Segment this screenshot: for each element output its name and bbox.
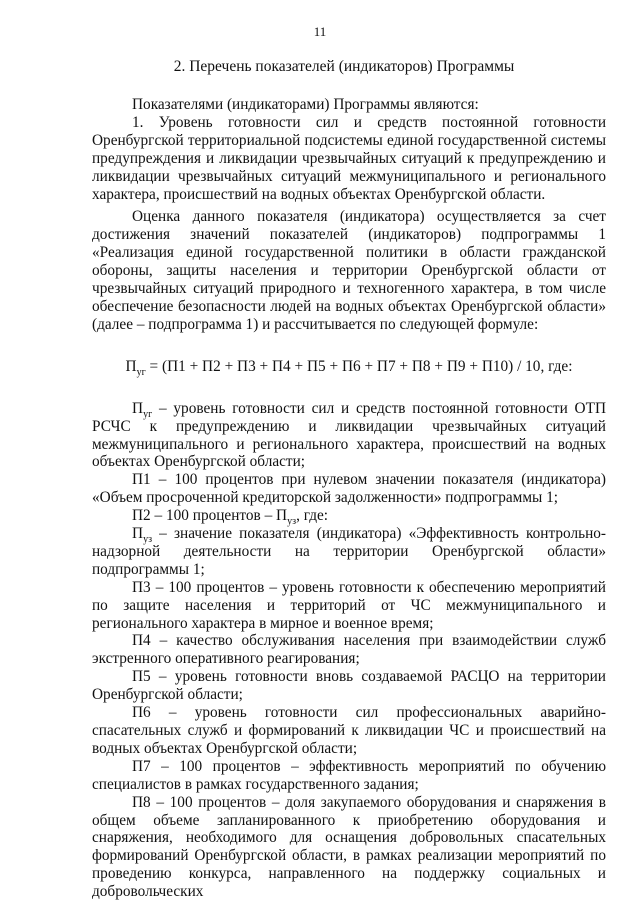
definition-pug: [92, 400, 606, 472]
definition-p5: П5 – уровень готовности вновь создаваемой РАСЦО на территории Оренбургской области;: [92, 668, 606, 704]
definition-puz-symbol: П: [132, 525, 144, 543]
definition-p2-tail: , где:: [296, 507, 329, 525]
definition-pug-text: – уровень готовности сил и средств постоянной готовности ОТП РСЧС к предупреждению и ликвидации чрезвычайных ситуаций межмуниципального и регионального характера, происшествий на водных объектах Оренбургской области;: [92, 399, 606, 471]
definition-puz-subscript: уз: [143, 534, 153, 546]
definition-puz-text: – значение показателя (индикатора) «Эффективность контрольно-надзорной деятельности на территории Оренбургской области» подпрограммы 1;: [92, 525, 606, 578]
formula: [92, 358, 606, 376]
page-number: 11: [313, 24, 327, 39]
indicator-1-paragraph: 1. Уровень готовности сил и средств постоянной готовности Оренбургской территориальной подсистемы единой государственной системы предупреждения и ликвидации чрезвычайных ситуаций к предупреждению и ликвидации чрезвычайных ситуаций межмуниципального и регионального характера, происшествий на водных объектах Оренбургской области.: [92, 113, 606, 203]
section-heading: 2. Перечень показателей (индикаторов) Программы: [173, 58, 515, 75]
definition-p7: П7 – 100 процентов – эффективность мероприятий по обучению специалистов в рамках государственного задания;: [92, 757, 606, 793]
definition-pug-subscript: уг: [143, 408, 153, 420]
definition-p2-lead: П2 – 100 процентов – П: [132, 507, 288, 525]
definition-p3: П3 – 100 процентов – уровень готовности к обеспечению мероприятий по защите населения и территорий от ЧС межмуниципального и регионального характера в мирное и военное время;: [92, 578, 606, 632]
definition-p8: П8 – 100 процентов – доля закупаемого оборудования и снаряжения в общем объеме запланированного к приобретению оборудования и снаряжения, необходимого для оснащения добровольных спасательных формирований Оренбургской области, в рамках реализации мероприятий по проведению конкурса, направленного на поддержку социальных и добровольческих: [92, 793, 606, 901]
definition-p2: [92, 507, 606, 528]
definition-p1: П1 – 100 процентов при нулевом значении показателя (индикатора) «Объем просроченной кредиторской задолженности» подпрограммы 1;: [92, 471, 606, 507]
document-body: [92, 96, 606, 901]
formula-lhs-symbol: П: [125, 357, 137, 375]
definition-p2-subscript: уз: [287, 516, 297, 528]
formula-rhs: = (П1 + П2 + П3 + П4 + П5 + П6 + П7 + П8 + П9 + П10) / 10, где:: [145, 357, 573, 375]
definition-p4: П4 – качество обслуживания населения при взаимодействии служб экстренного оперативного реагирования;: [92, 632, 606, 668]
assessment-paragraph: Оценка данного показателя (индикатора) осуществляется за счет достижения значений показателей (индикаторов) подпрограммы 1 «Реализация единой государственной политики в области гражданской обороны, защиты населения и территории Оренбургской области от чрезвычайных ситуаций природного и техногенного характера, в том числе обеспечение безопасности людей на водных объектах Оренбургской области» (далее – подпрограмма 1) и рассчитывается по следующей формуле:: [92, 208, 606, 333]
intro-paragraph: Показателями (индикаторами) Программы являются:: [132, 96, 479, 113]
definition-puz: [92, 525, 606, 579]
formula-lhs-subscript: уг: [136, 366, 146, 378]
definition-pug-symbol: П: [132, 399, 144, 417]
definition-p6: П6 – уровень готовности сил профессиональных аварийно-спасательных служб и формирований к ликвидации ЧС и происшествий на водных объектах Оренбургской области;: [92, 704, 606, 757]
